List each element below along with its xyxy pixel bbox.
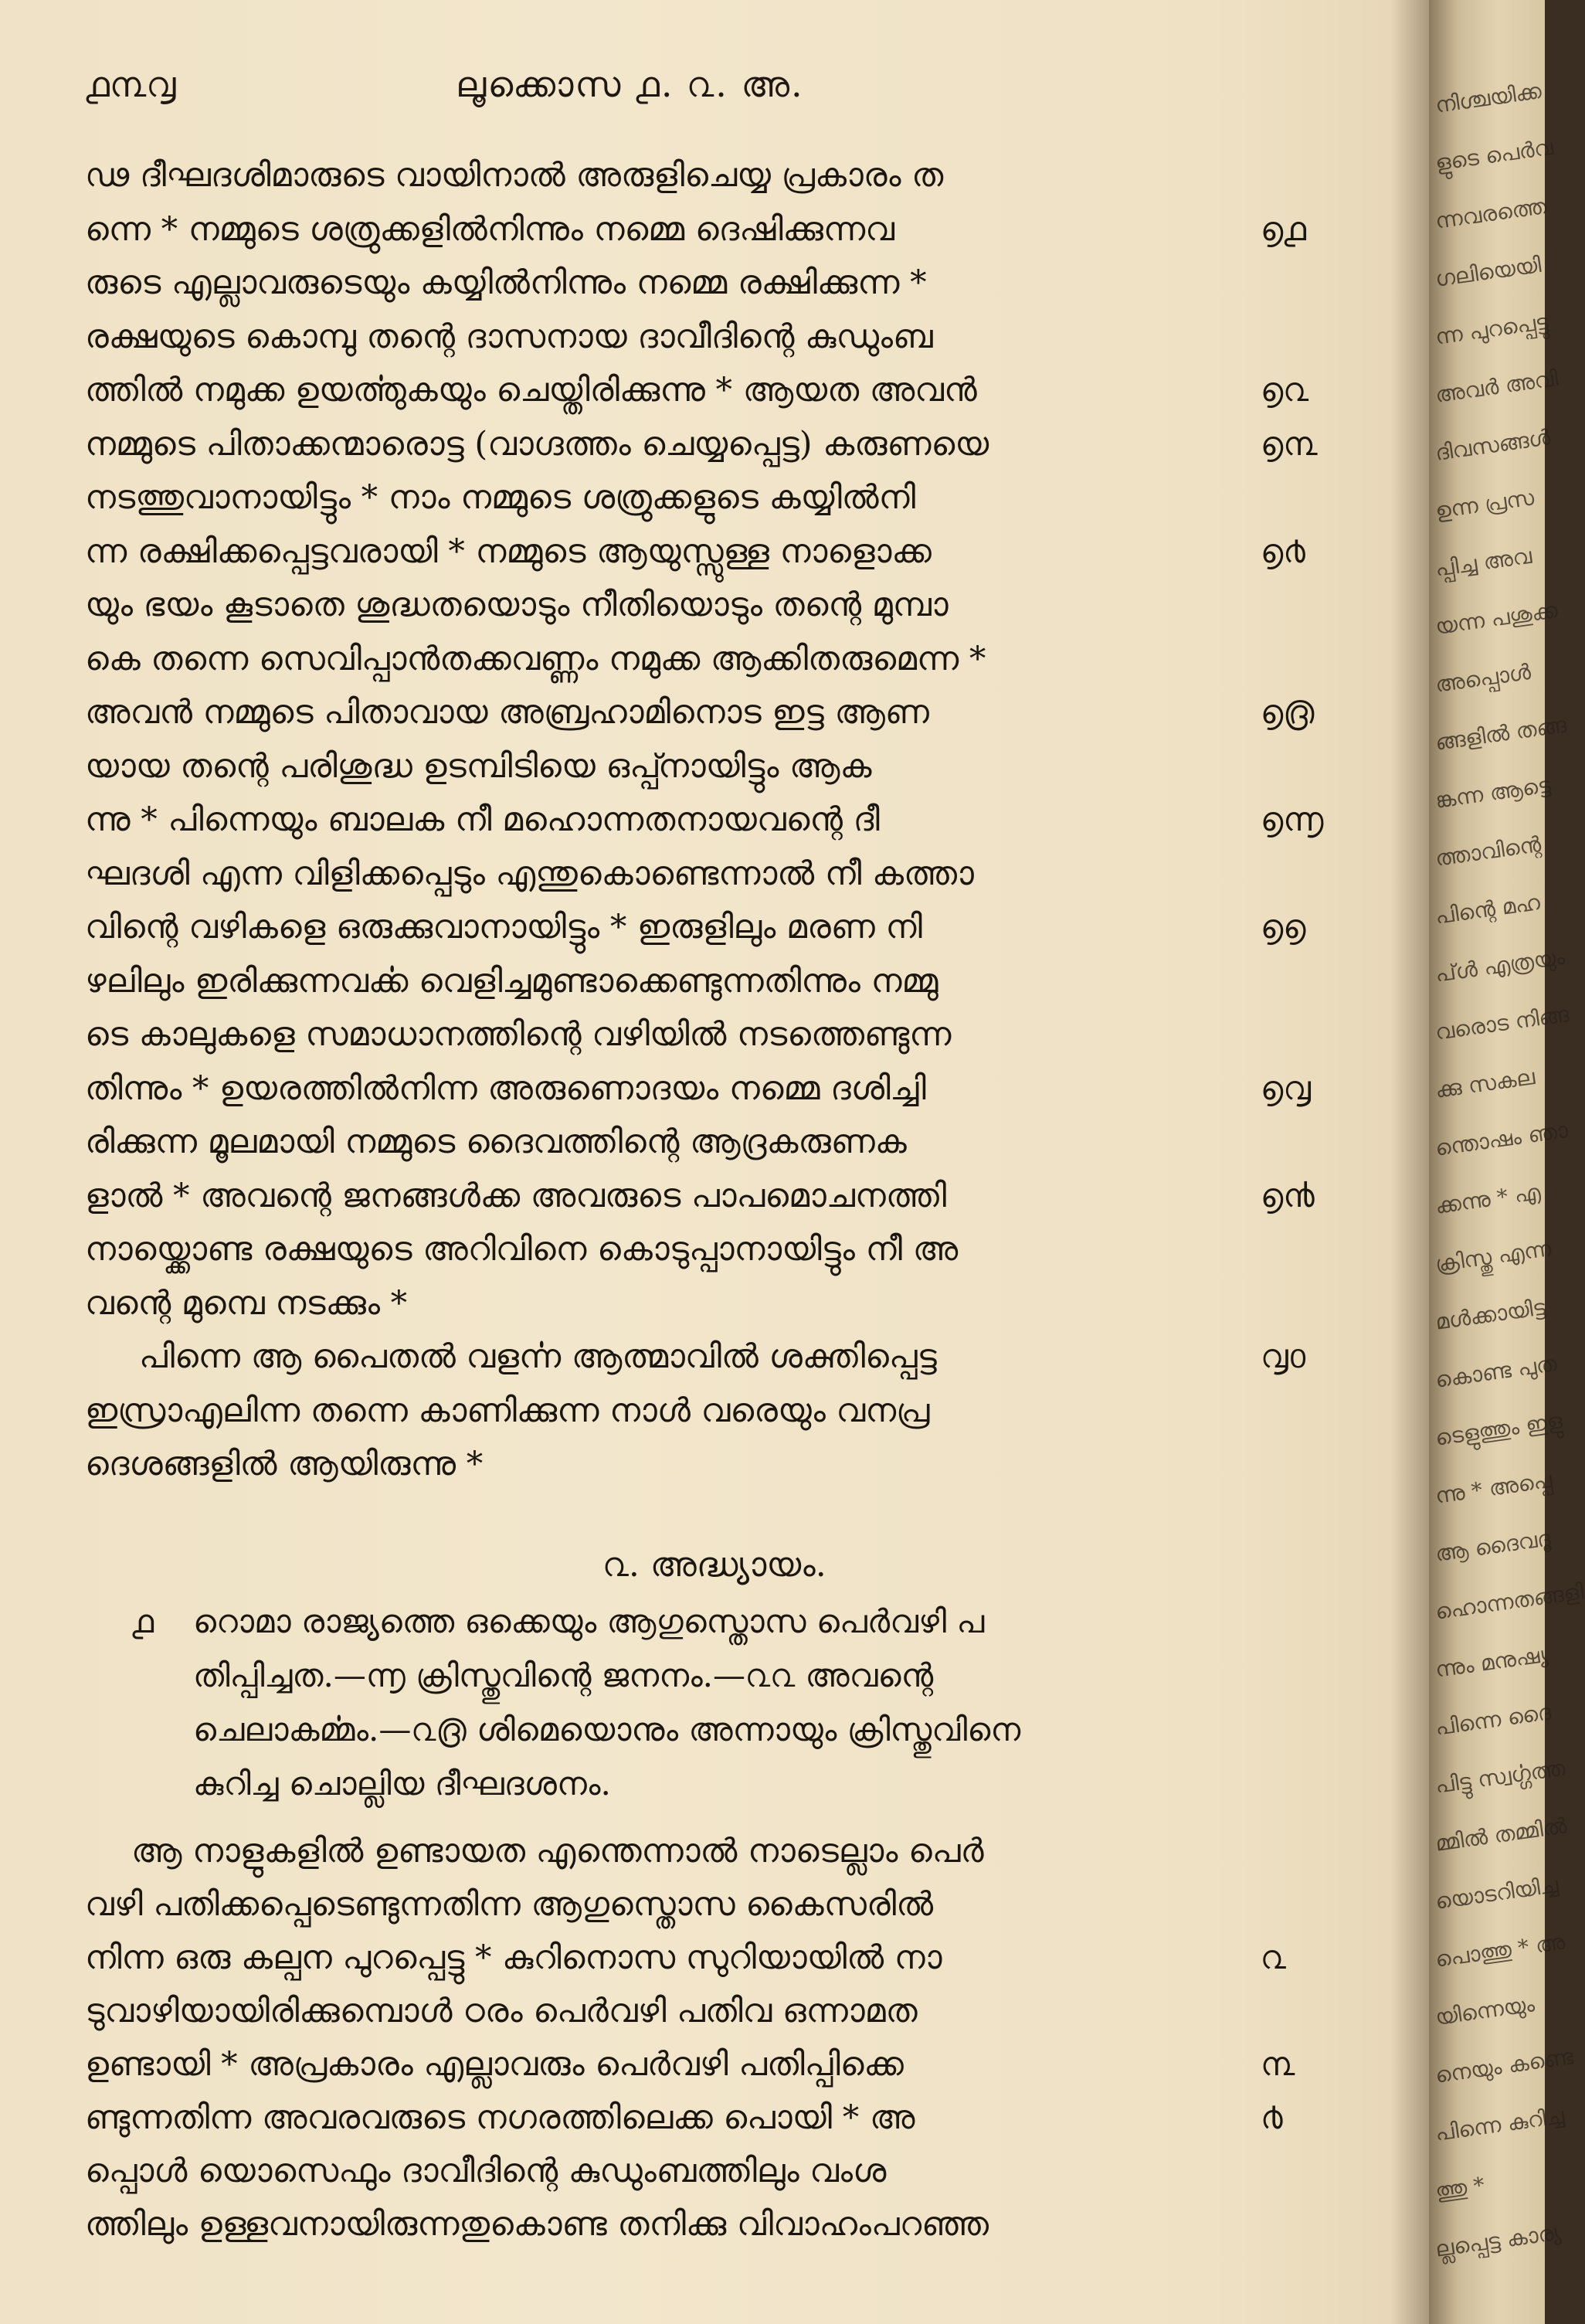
text-line: ത്തിലും ഉള്ളവനായിരുന്നതുകൊണ്ട തനിക്കു വിവാഹംപറഞ്ഞ [85, 2205, 989, 2244]
page-number: ൧൩൮ [85, 63, 176, 105]
text-line: ഇസ്രാഎലിന്ന തന്നെ കാണിക്കുന്ന നാൾ വരെയും വനപ്ര [85, 1391, 930, 1430]
verse-number: ൭൮ [1261, 1069, 1312, 1108]
chapter-heading: ൨. അദ്ധ്യായം. [602, 1545, 826, 1585]
facing-page-fragment: അപ്പൊൾ [1434, 658, 1532, 698]
facing-page-fragment: ന്നവരത്തെ [1434, 192, 1549, 234]
text-line: തിന്നും * ഉയരത്തിൽനിന്ന അരുണൊദയം നമ്മെ ദശിച്ചി [85, 1069, 926, 1108]
text-line: ണ്ടുന്നതിന്ന അവരവരുടെ നഗരത്തിലെക്ക പൊയി * അ [85, 2098, 915, 2137]
verse-number: ൭൯ [1261, 1176, 1315, 1215]
verse-number: ൨ [1261, 1938, 1286, 1977]
facing-page-fragment: കൊണ്ട പുത [1434, 1351, 1559, 1393]
text-line: ന്നു * പിന്നെയും ബാലക നീ മഹൊന്നതനായവന്റെ ദീ [85, 800, 880, 839]
text-line: ത്തിൽ നമുക്ക ഉയൎത്തുകയും ചെയ്തിരിക്കുന്നു * ആയത അവൻ [85, 371, 977, 409]
facing-page-fragment: ന്നും മനുഷ്യ [1434, 1641, 1549, 1683]
facing-page-fragment: ആ ദൈവദൂ [1434, 1525, 1553, 1567]
text-line: ദെശങ്ങളിൽ ആയിരുന്നു * [85, 1445, 484, 1483]
text-line: ടുവാഴിയായിരിക്കുമ്പൊൾ ഠരം പെർവഴി പതിവ ഒന്നാമത [85, 1992, 918, 2030]
text-line: രിക്കുന്ന മൂലമായി നമ്മുടെ ദൈവത്തിന്റെ ആദ്രകരുണക [85, 1123, 907, 1161]
text-line: ന്ന രക്ഷിക്കപ്പെട്ടവരായി * നമ്മുടെ ആയുസ്സുള്ള നാളൊക്ക [85, 532, 932, 571]
facing-page-edge [1429, 0, 1545, 2324]
text-line: ഉണ്ടായി * അപ്രകാരം എല്ലാവരും പെർവഴി പതിപ്പിക്കെ [85, 2045, 904, 2084]
text-line: നമ്മുടെ പിതാക്കന്മാരൊട്ട (വാഗ്ദത്തം ചെയ്യപ്പെട്ട) കരുണയെ [85, 424, 989, 464]
facing-page-fragment: ത്തു * [1434, 2172, 1486, 2204]
verse-number: ൭൬ [1261, 800, 1324, 839]
facing-page-fragment: ന്ന പുറപ്പെട്ടു [1434, 308, 1550, 350]
facing-page-fragment: പ്പിച്ച അവ [1434, 542, 1534, 582]
facing-page-fragment: ല്ലപ്പെട്ട കാര്യ [1434, 2219, 1563, 2262]
text-line: ഴലിലും ഇരിക്കുന്നവൎക്ക വെളിച്ചമുണ്ടാക്കെണ്ടുന്നതിന്നും നമ്മു [85, 961, 938, 1001]
summary-line: കുറിച്ച ചൊല്ലിയ ദീഘദശനം. [193, 1765, 611, 1802]
facing-page-fragment: ന്നു * അപ്പെ [1434, 1466, 1554, 1509]
running-head [85, 63, 1244, 110]
facing-page-fragment: ന്തൊഷം ഞാ [1434, 1117, 1570, 1161]
text-line: ആ നാളുകളിൽ ഉണ്ടായത എന്തെന്നാൽ നാടെല്ലാം പെർ [131, 1832, 984, 1870]
facing-page-fragment: ക്കന്നു * എ [1434, 1179, 1543, 1219]
summary-line: ചെലാകൎമ്മം.—൨൫ ശിമെയൊനും അന്നായും ക്രിസ്തുവിനെ [193, 1711, 1021, 1748]
facing-page-fragment: യന്ന പശുക്ക [1434, 596, 1560, 640]
text-line: ളാൽ * അവന്റെ ജനങ്ങൾക്ക അവരുടെ പാപമൊചനത്തി [85, 1176, 947, 1215]
verse-number: ൭൩ [1261, 424, 1318, 464]
facing-page-fragment: പിന്നെ ദൈ [1434, 1699, 1553, 1741]
text-line: വഴി പതിക്കപ്പെടെണ്ടുന്നതിന്ന ആഗുസ്തൊസ കൈസരിൽ [85, 1885, 934, 1924]
facing-page-fragment: ഹൊന്നതങ്ങളി [1434, 1578, 1585, 1625]
text-line: ടെ കാലുകളെ സമാധാനത്തിന്റെ വഴിയിൽ നടത്തെണ്ടുന്ന [85, 1015, 952, 1054]
facing-page-fragment: നിശ്ചയിക്ക [1434, 77, 1543, 118]
text-line: രക്ഷയുടെ കൊമ്പു തന്റെ ദാസനായ ദാവീദിന്റെ കുഡുംബ [85, 317, 933, 356]
text-line: യായ തന്റെ പരിശുദ്ധ ഉടമ്പിടിയെ ഒപ്പ്നായിട്ടും ആക [85, 746, 872, 786]
verse-number: ൩ [1261, 2045, 1295, 2084]
verse-number: ൭൫ [1261, 693, 1315, 732]
facing-page-fragment: ക്രിസ്തു എന്ന [1434, 1235, 1553, 1277]
facing-page-fragment: ങ്ങളിൽ തങ്ങ [1434, 712, 1569, 756]
summary-line: റൊമാ രാജ്യത്തെ ഒക്കെയും ആഗുസ്തൊസ പെർവഴി പ [193, 1602, 985, 1640]
summary-number: ൧ [131, 1602, 154, 1640]
text-line: രുടെ എല്ലാവരുടെയും കയ്യിൽനിന്നും നമ്മെ രക്ഷിക്കുന്ന * [85, 263, 927, 302]
facing-page-fragment: ക്കു സകല [1434, 1064, 1537, 1103]
text-line: നടത്തുവാനായിട്ടും * നാം നമ്മുടെ ശത്രുക്കളുടെ കയ്യിൽനി [85, 478, 916, 517]
page-gutter-shadow [1390, 0, 1429, 2324]
text-line: പിന്നെ ആ പൈതൽ വളൎന്ന ആത്മാവിൽ ശക്തിപ്പെട്ട [139, 1337, 937, 1376]
facing-page-fragment: ളുടെ പെർവ [1434, 134, 1555, 176]
facing-page-fragment: മൾക്കായിട്ട [1434, 1294, 1547, 1335]
text-line: നിന്ന ഒരു കല്പന പുറപ്പെട്ടു * കുറിനൊസ സുറിയായിൽ നാ [85, 1938, 942, 1977]
facing-page-fragment: അവർ അവി [1434, 365, 1560, 408]
text-line: ഘദശി എന്ന വിളിക്കപ്പെടും എന്തുകൊണ്ടെന്നാൽ നീ കത്താ [85, 854, 974, 893]
text-line: കെ തന്നെ സെവിപ്പാൻതക്കവണ്ണം നമുക്ക ആക്കിതരുമെന്ന * [85, 639, 986, 678]
facing-page-fragment: ദിവസങ്ങൾ [1434, 424, 1553, 466]
facing-page-fragment: പിട്ടു സ്വൎഗ്ഗത്ത [1434, 1755, 1567, 1799]
text-line: ഢ ദീഘദശിമാരുടെ വായിനാൽ അരുളിചെയ്യ പ്രകാരം ത [85, 156, 944, 195]
facing-page-fragment: യിന്നെയും [1434, 1991, 1536, 2030]
facing-page-fragment: നെയും കണ്ടെ [1434, 2044, 1575, 2088]
verse-number: ൭൪ [1261, 532, 1305, 571]
facing-page-fragment: യൊടറിയിച്ച [1434, 1871, 1560, 1915]
text-line: വിന്റെ വഴികളെ ഒരുക്കുവാനായിട്ടും * ഇരുളിലും മരണ നി [85, 908, 922, 946]
facing-page-fragment: വരൊട നിങ്ങ [1434, 1001, 1571, 1045]
facing-page-fragment: ഉന്ന പ്രസ [1434, 484, 1536, 524]
running-title: ലൂക്കൊസ ൧. ൨. അ. [456, 63, 804, 105]
text-line: ന്നെ * നമ്മുടെ ശത്രുക്കളിൽനിന്നും നമ്മെ ദെഷിക്കുന്നവ [85, 209, 894, 249]
text-line: യും ഭയം കൂടാതെ ശുദ്ധതയൊടും നീതിയൊടും തന്റെ മുമ്പാ [85, 586, 949, 624]
text-line: പ്പൊൾ യൊസെഫും ദാവീദിന്റെ കുഡുംബത്തിലും വംശ [85, 2152, 887, 2190]
verse-number: ൭൭ [1261, 908, 1306, 946]
verse-number: ൭൨ [1261, 371, 1309, 409]
facing-page-fragment: ടെളുത്തും ഇളു [1434, 1408, 1564, 1451]
facing-page-fragment: പൊത്തു * അ [1434, 1928, 1567, 1972]
facing-page-fragment: പിന്നെ കുറിച്ച [1434, 2102, 1566, 2146]
verse-number: ൭൧ [1261, 209, 1307, 249]
verse-number: ൪ [1261, 2098, 1283, 2137]
facing-page-fragment: ഗലിയെയി [1434, 251, 1543, 292]
text-line: അവൻ നമ്മുടെ പിതാവായ അബ്രഹാമിനൊട ഇട്ട ആണ [85, 693, 929, 732]
facing-page-fragment: പിന്റെ മഹ [1434, 889, 1542, 929]
verse-number: ൮൦ [1261, 1337, 1306, 1376]
facing-page-fragment: മ്മിൽ തമ്മിൽ [1434, 1813, 1569, 1857]
facing-page-fragment: ത്താവിന്റെ [1434, 831, 1543, 872]
text-line: വന്റെ മുമ്പെ നടക്കും * [85, 1283, 408, 1323]
facing-page-fragment: പ്ൾ എത്രയും [1434, 943, 1566, 987]
summary-line: തിപ്പിച്ചത.—൬ ക്രിസ്തുവിന്റെ ജനനം.—൨൨ അവന്റെ [193, 1656, 934, 1694]
text-line: നായ്ക്കൊണ്ട രക്ഷയുടെ അറിവിനെ കൊടുപ്പാനായിട്ടും നീ അ [85, 1230, 959, 1269]
facing-page-fragment: ങ്കന്ന ആട്ടെ [1434, 772, 1553, 814]
